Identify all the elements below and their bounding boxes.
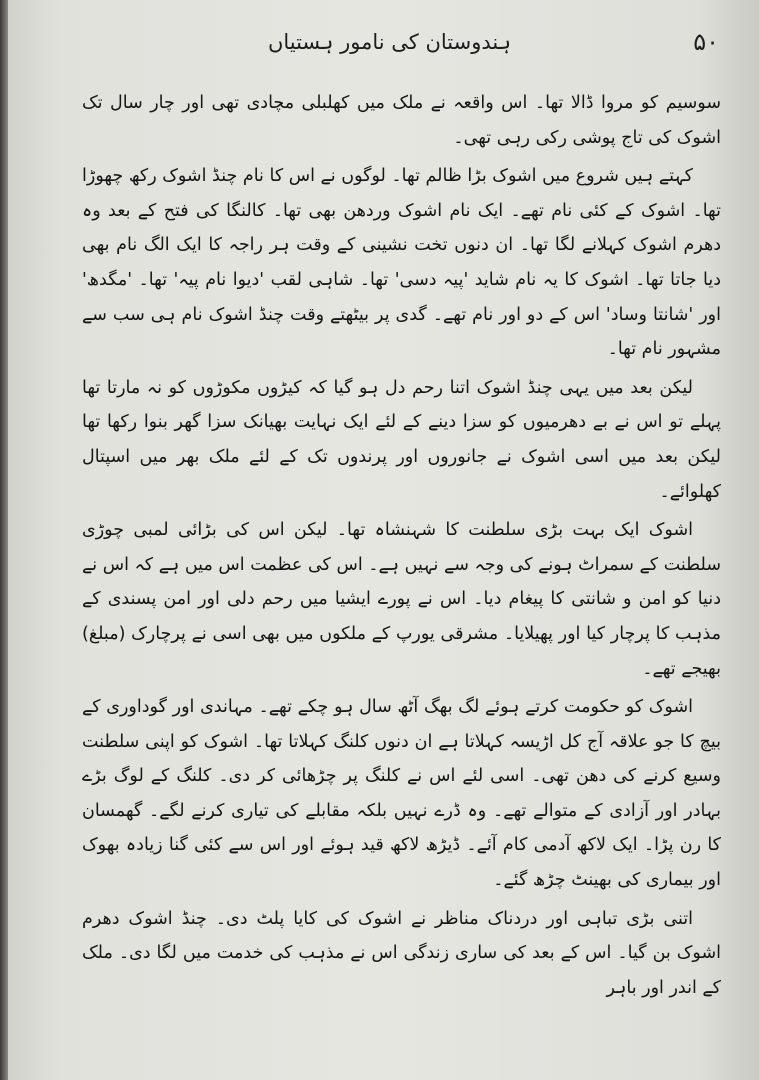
page-spine-shadow bbox=[0, 0, 8, 1080]
paragraph: اشوک کو حکومت کرتے ہوئے لگ بھگ آٹھ سال ہو چکے تھے۔ مہاندی اور گوداوری کے بیچ کا جو علاقہ آج کل اڑیسہ کہلاتا ہے ان دنوں کلنگ کہلاتا تھا۔ اشوک کو اپنی سلطنت وسیع کرنے کی دھن تھی۔ اسی لئے اس نے کلنگ پر چڑھائی کر دی۔ کلنگ کے لوگ بڑے بہادر اور آزادی کے متوالے تھے۔ وہ ڈرے نہیں بلکہ مقابلے کی تیاری کرنے لگے۔ گھمسان کا رن پڑا۔ ایک لاکھ آدمی کام آئے۔ ڈیڑھ لاکھ قید ہوئے اور اس سے کئی گنا زیادہ بھوک اور بیماری کی بھینٹ چڑھ گئے۔ bbox=[82, 697, 721, 891]
page-header bbox=[60, 28, 719, 68]
paragraph: اتنی بڑی تباہی اور دردناک مناظر نے اشوک کی کایا پلٹ دی۔ چنڈ اشوک دھرم اشوک بن گیا۔ اس کے بعد کی ساری زندگی اس نے مذہب کی خدمت میں لگا دی۔ ملک کے اندر اور باہر bbox=[82, 908, 721, 998]
paragraph: کہتے ہیں شروع میں اشوک بڑا ظالم تھا۔ لوگوں نے اس کا نام چنڈ اشوک رکھ چھوڑا تھا۔ اشوک کے کئی نام تھے۔ ایک نام اشوک وردھن بھی تھا۔ کالنگا کی فتح کے بعد وہ دھرم اشوک کہلانے لگا تھا۔ ان دنوں تخت نشینی کے وقت ہر راجہ کا ایک الگ نام بھی دیا جاتا تھا۔ اشوک کا یہ نام شاید 'پیہ دسی' تھا۔ شاہی لقب 'دیوا نام پیہ' تھا۔ 'مگدھ' اور 'شانتا وساد' اس کے دو اور نام تھے۔ گدی پر بیٹھتے وقت چنڈ اشوک نام ہی سب سے مشہور نام تھا۔ bbox=[82, 166, 721, 360]
body-text bbox=[82, 86, 721, 1009]
running-title: ہندوستان کی نامور ہستیاں bbox=[267, 30, 512, 54]
page-number: ۵۰ bbox=[693, 28, 719, 56]
paragraph: لیکن بعد میں یہی چنڈ اشوک اتنا رحم دل ہو گیا کہ کیڑوں مکوڑوں کو نہ مارتا تھا پہلے تو اس نے بے دھرمیوں کو سزا دینے کے لئے ایک نہایت بھیانک سزا گھر بنوا رکھا تھا لیکن بعد میں اسی اشوک نے جانوروں اور پرندوں تک کے لئے ملک بھر میں اسپتال کھلوائے۔ bbox=[82, 377, 721, 502]
paragraph: سوسیم کو مروا ڈالا تھا۔ اس واقعہ نے ملک میں کھلبلی مچادی تھی اور چار سال تک اشوک کی تاج پوشی رکی رہی تھی۔ bbox=[82, 93, 721, 148]
paragraph: اشوک ایک بہت بڑی سلطنت کا شہنشاہ تھا۔ لیکن اس کی بڑائی لمبی چوڑی سلطنت کے سمراٹ ہونے کی وجہ سے نہیں ہے۔ اس کی عظمت اس میں ہے کہ اس نے دنیا کو امن و شانتی کا پیغام دیا۔ اس نے پورے ایشیا میں رحم دلی اور امن پسندی کے مذہب کا پرچار کیا اور پھیلایا۔ مشرقی یورپ کے ملکوں میں بھی اسی نے پرچارک (مبلغ) بھیجے تھے۔ bbox=[82, 520, 721, 679]
